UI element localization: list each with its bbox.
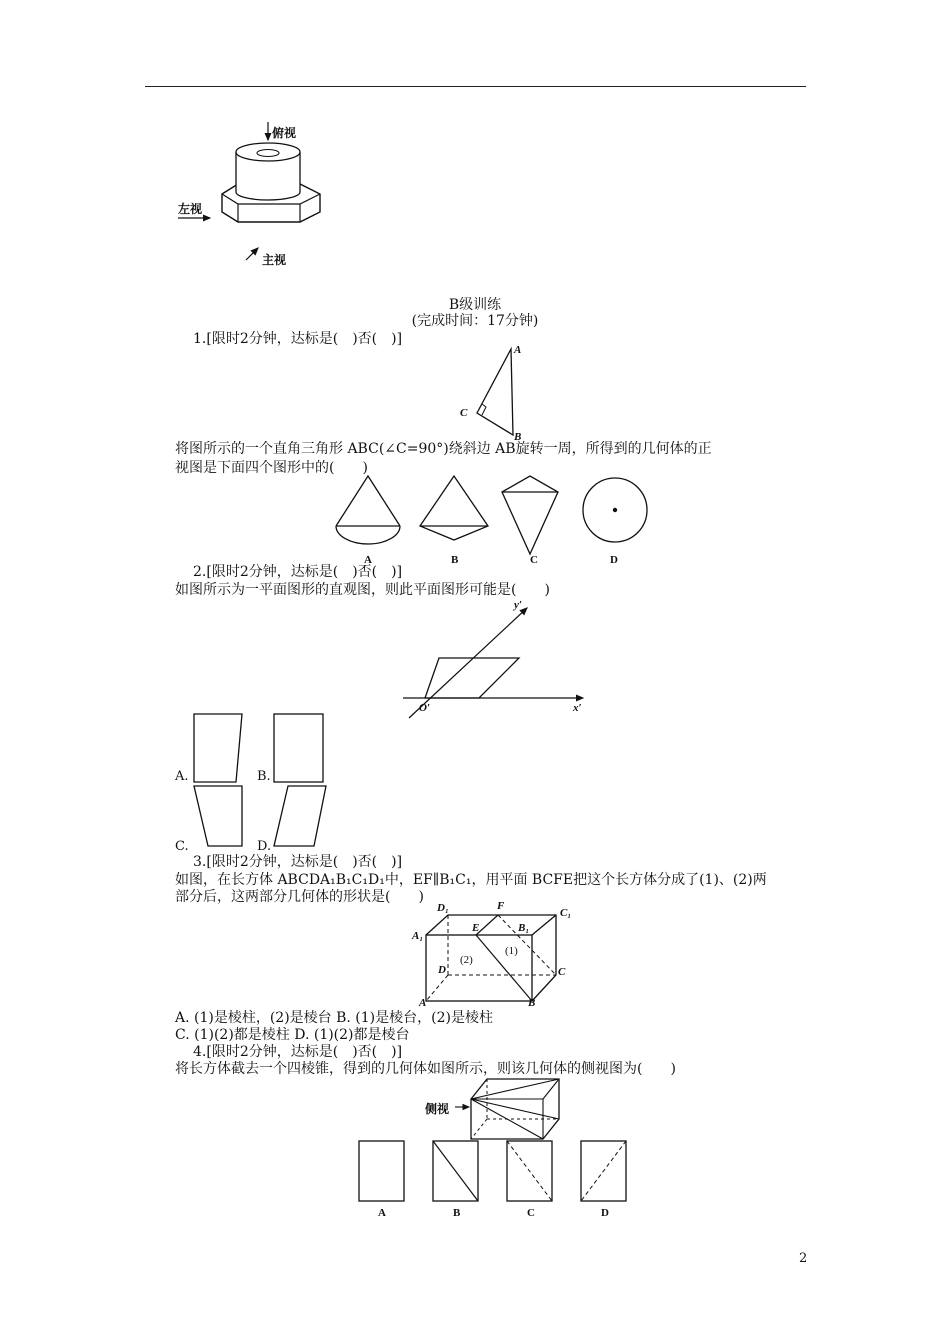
- section-time: (完成时间：17分钟): [411, 313, 539, 329]
- q3-text-line2: 部分后，这两部分几何体的形状是( ): [175, 889, 424, 905]
- triangle-label-c: C: [460, 407, 468, 419]
- q3-text-line1: 如图，在长方体 ABCDA₁B₁C₁D₁中，EF∥B₁C₁，用平面 BCFE把这个长方体分成了(1)、(2)两: [175, 872, 767, 888]
- section-title: B级训练: [448, 297, 502, 313]
- q3-header: 3.[限时2分钟，达标是( )否( )]: [193, 854, 403, 870]
- cuboid-label-d: D: [438, 964, 446, 976]
- right-triangle-figure: [455, 343, 535, 443]
- q1-option-a: A: [364, 554, 372, 566]
- left-view-label: 左视: [178, 202, 203, 216]
- three-view-solid-figure: [170, 118, 340, 268]
- cuboid-part-1: (1): [505, 945, 518, 957]
- front-view-label: 主视: [262, 253, 287, 267]
- cuboid-label-e: E: [472, 922, 480, 934]
- q1-options-figure: [330, 470, 660, 550]
- q4-option-b: B: [453, 1207, 461, 1219]
- q1-text-line1: 将图所示的一个直角三角形 ABC(∠C=90°)绕斜边 AB旋转一周，所得到的几何体的正: [175, 441, 712, 457]
- triangle-label-a: A: [514, 344, 522, 356]
- q4-header: 4.[限时2分钟，达标是( )否( )]: [193, 1044, 403, 1060]
- q1-header: 1.[限时2分钟，达标是( )否( )]: [193, 331, 403, 347]
- q2-option-a: A.: [175, 769, 189, 784]
- q1-text-line2: 视图是下面四个图形中的( ): [175, 460, 368, 476]
- q2-option-b: B.: [257, 769, 271, 784]
- cuboid-label-d1: D₁: [437, 902, 449, 914]
- q4-option-d: D: [601, 1207, 609, 1219]
- axis-label-o: O′: [419, 702, 431, 714]
- q3-options-line1: A. (1)是棱柱，(2)是棱台 B. (1)是棱台，(2)是棱柱: [175, 1010, 493, 1026]
- q1-option-b: B: [451, 554, 459, 566]
- cuboid-label-a: A: [419, 997, 427, 1009]
- q4-text: 将长方体截去一个四棱锥，得到的几何体如图所示，则该几何体的侧视图为( ): [175, 1061, 676, 1077]
- cuboid-part-2: (2): [460, 954, 473, 966]
- cuboid-label-b1: B₁: [518, 922, 530, 934]
- q1-option-c: C: [530, 554, 538, 566]
- header-rule: [145, 86, 806, 87]
- side-view-label: 侧视: [425, 1102, 450, 1116]
- q4-option-c: C: [527, 1207, 535, 1219]
- cuboid-label-a1: A₁: [412, 930, 424, 942]
- page-number: 2: [799, 1251, 808, 1266]
- cuboid-label-c: C: [558, 966, 566, 978]
- q3-options-line2: C. (1)(2)都是棱柱 D. (1)(2)都是棱台: [175, 1027, 410, 1043]
- cuboid-label-c1: C₁: [560, 907, 572, 919]
- top-view-label: 俯视: [272, 126, 297, 140]
- cuboid-label-f: F: [497, 900, 505, 912]
- q4-options-figure: [355, 1135, 635, 1205]
- q2-header: 2.[限时2分钟，达标是( )否( )]: [193, 564, 403, 580]
- axis-label-x: x′: [573, 702, 582, 714]
- q2-option-c: C.: [175, 839, 189, 854]
- q4-option-a: A: [378, 1207, 386, 1219]
- cuboid-figure: [410, 905, 580, 1010]
- axis-label-y: y′: [514, 599, 522, 611]
- cuboid-label-b: B: [528, 997, 536, 1009]
- q1-option-d: D: [610, 554, 618, 566]
- q2-text: 如图所示为一平面图形的直观图，则此平面图形可能是( ): [175, 582, 550, 598]
- triangle-label-b: B: [514, 431, 522, 443]
- q2-option-d: D.: [257, 839, 272, 854]
